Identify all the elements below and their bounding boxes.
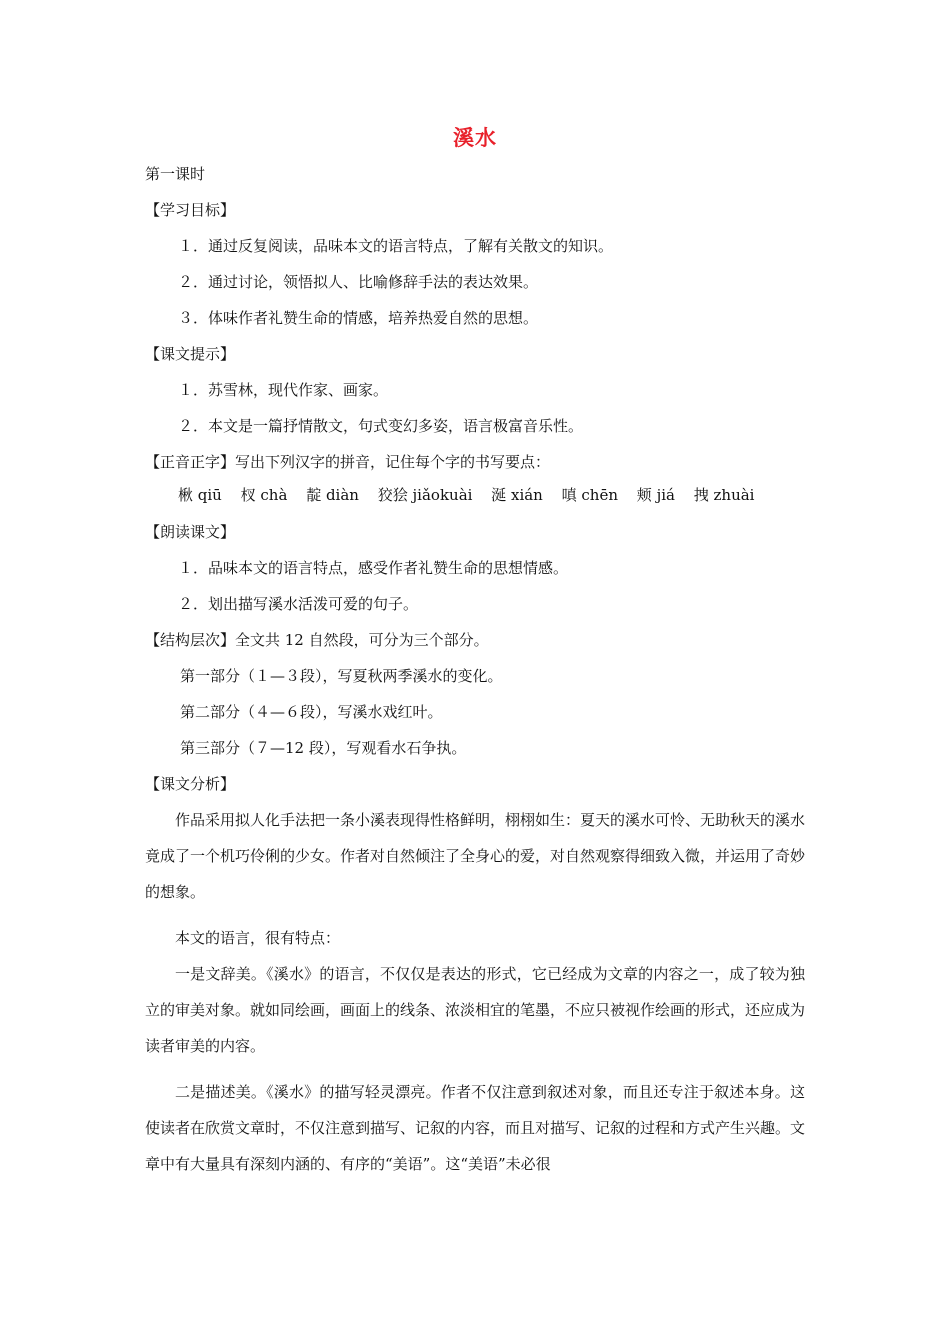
reading-item-2: ２．划出描写溪水活泼可爱的句子。 [178,595,419,613]
pinyin-item: 涎 xián [491,486,543,504]
analysis-heading: 【课文分析】 [145,775,236,793]
hint-item-1: １．苏雪林，现代作家、画家。 [178,381,389,399]
pinyin-item: 拽 zhuài [693,486,755,504]
pronunciation-heading: 【正音正字】写出下列汉字的拼音，记住每个字的书写要点： [145,453,551,471]
lesson-label: 第一课时 [145,165,206,183]
structure-item-3: 第三部分（７—12 段），写观看水石争执。 [180,739,467,757]
goals-heading: 【学习目标】 [145,201,236,219]
analysis-paragraph-1: 作品采用拟人化手法把一条小溪表现得性格鲜明，栩栩如生：夏天的溪水可怜、无助秋天的溪水竟成了一个机巧伶俐的少女。作者对自然倾注了全身心的爱，对自然观察得细致入微，并运用了奇妙的想象。 [145,811,806,901]
goal-item-3: ３．体味作者礼赞生命的情感，培养热爱自然的思想。 [178,309,539,327]
pinyin-item: 狡狯 jiǎokuài [377,486,473,504]
pinyin-item: 颊 jiá [636,486,675,504]
goal-item-1: １．通过反复阅读，品味本文的语言特点，了解有关散文的知识。 [178,237,614,255]
hint-item-2: ２．本文是一篇抒情散文，句式变幻多姿，语言极富音乐性。 [178,417,584,435]
reading-item-1: １．品味本文的语言特点，感受作者礼赞生命的思想情感。 [178,559,569,577]
pinyin-item: 杈 chà [240,486,288,504]
document-title: 溪水 [453,125,497,150]
analysis-paragraph-2: 本文的语言，很有特点： [175,929,341,947]
structure-item-1: 第一部分（１—３段），写夏秋两季溪水的变化。 [180,667,503,685]
pinyin-list [178,484,768,506]
hints-heading: 【课文提示】 [145,345,236,363]
pinyin-item: 靛 diàn [306,486,359,504]
structure-item-2: 第二部分（４—６段），写溪水戏红叶。 [180,703,443,721]
analysis-paragraph-4: 二是描述美。《溪水》的描写轻灵漂亮。作者不仅注意到叙述对象，而且还专注于叙述本身。这使读者在欣赏文章时，不仅注意到描写、记叙的内容，而且对描写、记叙的过程和方式产生兴趣。文章中有大量具有深刻内涵的、有序的“美语”。这“美语”未必很 [145,1083,806,1173]
pinyin-item: 嗔 chēn [561,486,619,504]
analysis-paragraph-3: 一是文辞美。《溪水》的语言，不仅仅是表达的形式，它已经成为文章的内容之一，成了较为独立的审美对象。就如同绘画，画面上的线条、浓淡相宜的笔墨，不应只被视作绘画的形式，还应成为读者审美的内容。 [145,965,806,1055]
structure-heading: 【结构层次】全文共 12 自然段，可分为三个部分。 [145,631,489,649]
goal-item-2: ２．通过讨论，领悟拟人、比喻修辞手法的表达效果。 [178,273,539,291]
pinyin-item: 楸 qiū [178,486,222,504]
reading-heading: 【朗读课文】 [145,523,236,541]
